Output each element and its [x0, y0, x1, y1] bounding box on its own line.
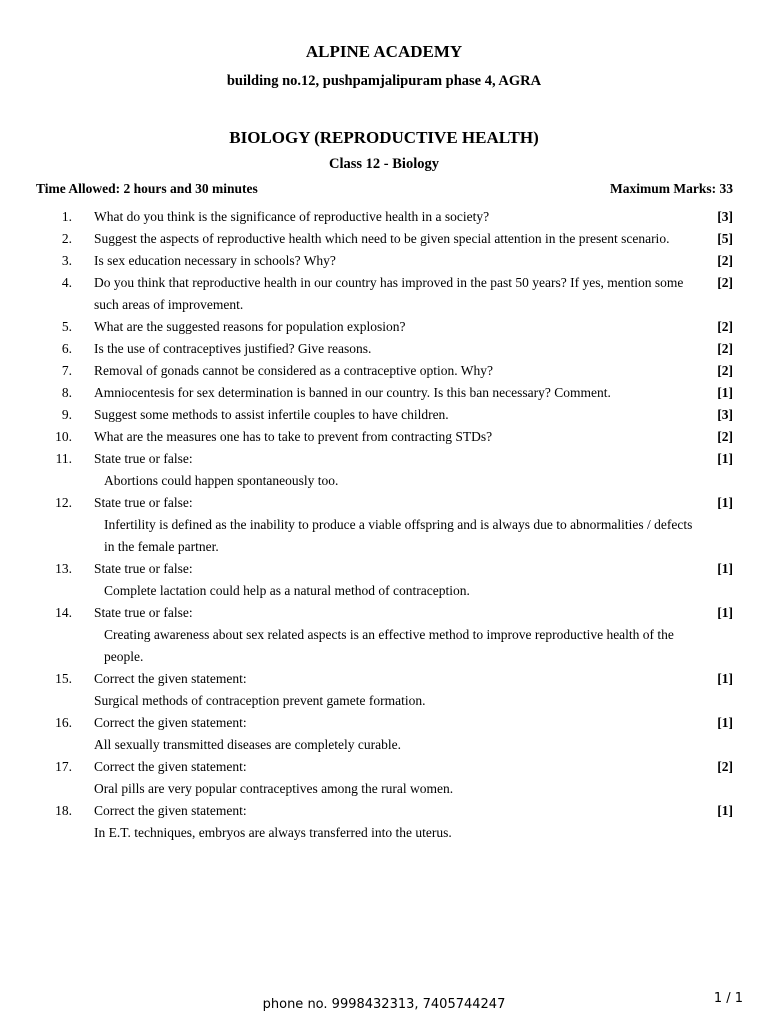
question-statement: In E.T. techniques, embryos are always transferred into the uterus. — [94, 825, 452, 840]
question-marks: [1] — [717, 715, 733, 730]
question-text: Is sex education necessary in schools? Why? — [94, 253, 336, 268]
question-text: Correct the given statement: — [94, 803, 247, 818]
question-number: 15. — [55, 671, 72, 686]
question-item — [0, 382, 768, 404]
question-text: Amniocentesis for sex determination is banned in our country. Is this ban necessary? Comment. — [94, 385, 611, 400]
question-item — [0, 756, 768, 800]
question-number: 5. — [61, 319, 72, 334]
question-number: 3. — [61, 253, 72, 268]
question-number: 8. — [61, 385, 72, 400]
question-text: What are the measures one has to take to prevent from contracting STDs? — [94, 429, 493, 444]
question-text: State true or false: — [94, 451, 193, 466]
question-marks: [3] — [717, 407, 733, 422]
question-statement: Complete lactation could help as a natural method of contraception. — [104, 583, 470, 598]
question-marks: [2] — [717, 341, 733, 356]
question-item — [0, 360, 768, 382]
question-item — [0, 404, 768, 426]
question-marks: [2] — [717, 253, 733, 268]
question-number: 6. — [61, 341, 72, 356]
question-item — [0, 272, 768, 316]
question-text: What are the suggested reasons for population explosion? — [94, 319, 406, 334]
question-item — [0, 338, 768, 360]
question-text: Suggest some methods to assist infertile couples to have children. — [94, 407, 449, 422]
question-statement: All sexually transmitted diseases are completely curable. — [94, 737, 402, 752]
question-text: State true or false: — [94, 605, 193, 620]
question-marks: [1] — [717, 803, 733, 818]
question-number: 18. — [55, 803, 72, 818]
question-statement: Surgical methods of contraception prevent gamete formation. — [94, 693, 426, 708]
question-number: 2. — [61, 231, 72, 246]
question-item — [0, 800, 768, 844]
question-item — [0, 668, 768, 712]
question-number: 1. — [61, 209, 72, 224]
question-number: 13. — [55, 561, 72, 576]
question-item — [0, 250, 768, 272]
question-marks: [1] — [717, 495, 733, 510]
question-number: 11. — [55, 451, 72, 466]
question-text: Suggest the aspects of reproductive health which need to be given special attention in the present scenario. — [94, 231, 670, 246]
page-number: 1 / 1 — [713, 991, 743, 1006]
paper-title: BIOLOGY (REPRODUCTIVE HEALTH) — [229, 128, 539, 147]
question-marks: [5] — [717, 231, 733, 246]
question-number: 14. — [55, 605, 72, 620]
question-marks: [2] — [717, 759, 733, 774]
question-statement: Infertility is defined as the inability to produce a viable offspring and is always due to abnormalities / defects in the female partner. — [104, 517, 693, 554]
question-item — [0, 206, 768, 228]
question-marks: [1] — [717, 451, 733, 466]
footer-phone: phone no. 9998432313, 7405744247 — [262, 997, 506, 1012]
question-statement: Creating awareness about sex related aspects is an effective method to improve reproductive health of the people. — [104, 627, 674, 664]
question-number: 10. — [55, 429, 72, 444]
question-number: 7. — [61, 363, 72, 378]
question-text: Is the use of contraceptives justified? Give reasons. — [94, 341, 372, 356]
question-item — [0, 228, 768, 250]
question-number: 16. — [55, 715, 72, 730]
question-item — [0, 602, 768, 668]
question-statement: Oral pills are very popular contraceptives among the rural women. — [94, 781, 454, 796]
question-marks: [1] — [717, 605, 733, 620]
school-name: ALPINE ACADEMY — [305, 42, 463, 61]
question-marks: [3] — [717, 209, 733, 224]
question-marks: [2] — [717, 275, 733, 290]
question-text: State true or false: — [94, 495, 193, 510]
question-text: Correct the given statement: — [94, 759, 247, 774]
question-marks: [1] — [717, 671, 733, 686]
question-number: 9. — [61, 407, 72, 422]
question-marks: [2] — [717, 319, 733, 334]
question-marks: [2] — [717, 429, 733, 444]
question-text: Correct the given statement: — [94, 715, 247, 730]
question-text: State true or false: — [94, 561, 193, 576]
question-text: Correct the given statement: — [94, 671, 247, 686]
question-item — [0, 558, 768, 602]
question-marks: [2] — [717, 363, 733, 378]
question-text: What do you think is the significance of reproductive health in a society? — [94, 209, 490, 224]
question-marks: [1] — [717, 561, 733, 576]
question-item — [0, 426, 768, 448]
question-item — [0, 492, 768, 558]
question-text: Removal of gonads cannot be considered as a contraceptive option. Why? — [94, 363, 493, 378]
question-marks: [1] — [717, 385, 733, 400]
question-item — [0, 316, 768, 338]
class-line: Class 12 - Biology — [329, 156, 439, 172]
question-list — [0, 206, 768, 844]
question-text: Do you think that reproductive health in our country has improved in the past 50 years? If yes, mention some such areas of improvement. — [94, 275, 684, 312]
school-address: building no.12, pushpamjalipuram phase 4, AGRA — [226, 73, 542, 89]
question-number: 4. — [61, 275, 72, 290]
question-number: 17. — [55, 759, 72, 774]
maximum-marks: Maximum Marks: 33 — [610, 181, 733, 196]
question-item — [0, 712, 768, 756]
question-statement: Abortions could happen spontaneously too. — [104, 473, 339, 488]
question-number: 12. — [55, 495, 72, 510]
time-allowed: Time Allowed: 2 hours and 30 minutes — [36, 181, 258, 196]
question-item — [0, 448, 768, 492]
